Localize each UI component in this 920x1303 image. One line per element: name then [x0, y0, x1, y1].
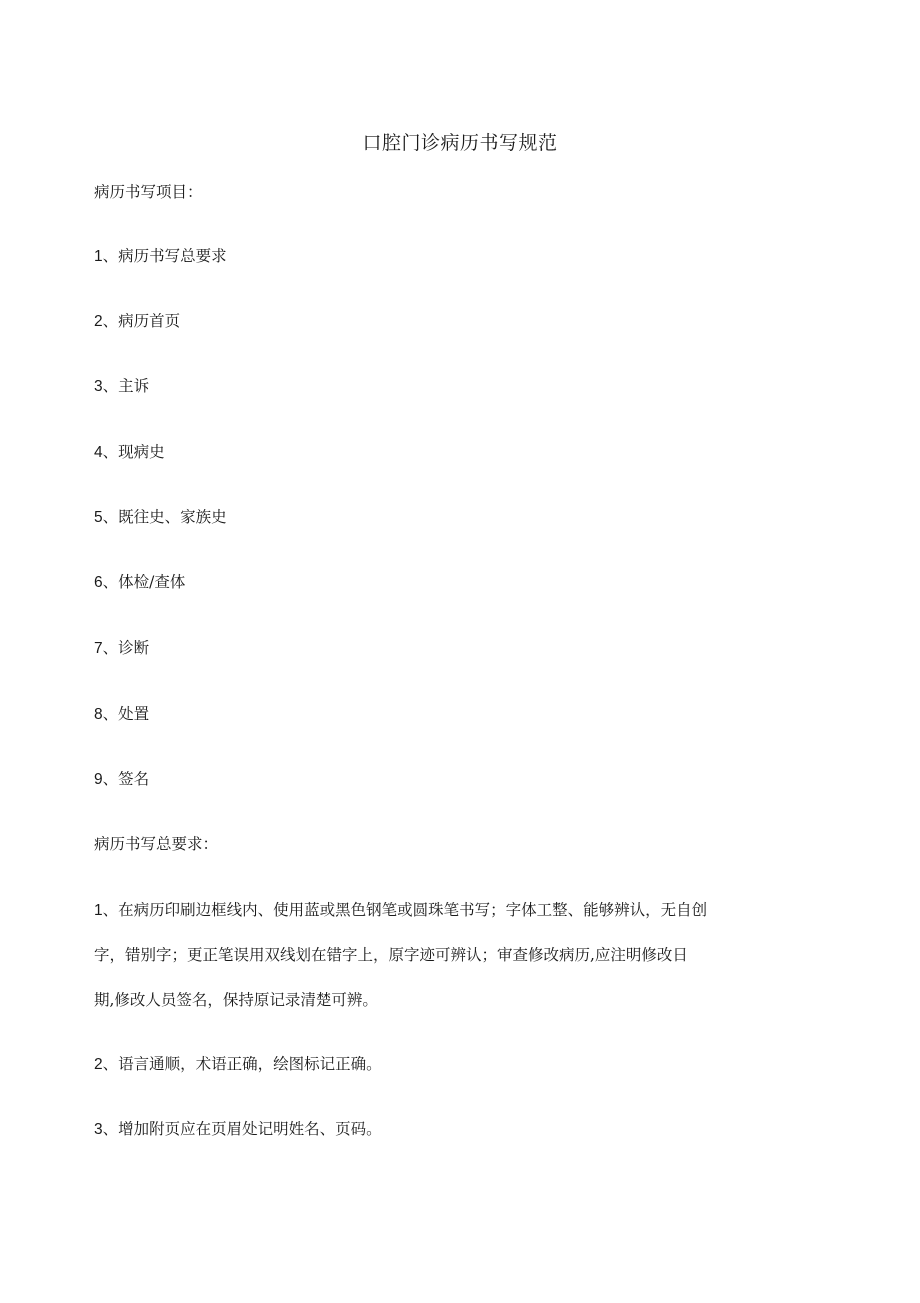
- requirement-text: 、语言通顺，术语正确，绘图标记正确。: [102, 1055, 382, 1073]
- items-heading: 病历书写项目：: [94, 183, 203, 201]
- item-text: 、体检/查体: [102, 573, 186, 591]
- list-item: [94, 244, 227, 266]
- item-number: 8: [94, 706, 103, 723]
- item-number: 1: [94, 248, 103, 265]
- item-text: 、病历首页: [102, 312, 181, 330]
- list-item: [94, 570, 185, 592]
- requirement-number: 1: [94, 902, 103, 919]
- requirement-number: 2: [94, 1056, 103, 1073]
- list-item: [94, 309, 180, 331]
- list-item: [94, 505, 227, 527]
- item-text: 、诊断: [102, 639, 150, 657]
- item-number: 3: [94, 378, 103, 395]
- item-number: 4: [94, 444, 103, 461]
- list-item: [94, 767, 149, 789]
- item-number: 9: [94, 771, 103, 788]
- requirements-heading: 病历书写总要求：: [94, 835, 219, 853]
- requirement-number: 3: [94, 1121, 103, 1138]
- requirement-line: 期,修改人员签名，保持原记录清楚可辨。: [94, 991, 378, 1009]
- requirement-line: [94, 1052, 382, 1074]
- list-item: [94, 440, 165, 462]
- item-text: 、签名: [102, 770, 150, 788]
- item-text: 、处置: [102, 705, 150, 723]
- item-text: 、既往史、家族史: [102, 508, 227, 526]
- list-item: [94, 636, 149, 658]
- item-number: 5: [94, 509, 103, 526]
- item-text: 、主诉: [102, 377, 150, 395]
- document-title: 口腔门诊病历书写规范: [362, 132, 558, 154]
- item-number: 7: [94, 640, 103, 657]
- requirement-line: [94, 1117, 382, 1139]
- list-item: [94, 702, 149, 724]
- item-text: 、病历书写总要求: [102, 247, 227, 265]
- item-text: 、现病史: [102, 443, 165, 461]
- list-item: [94, 374, 149, 396]
- item-number: 6: [94, 574, 103, 591]
- item-number: 2: [94, 313, 103, 330]
- requirement-text: 、增加附页应在页眉处记明姓名、页码。: [102, 1120, 382, 1138]
- requirement-line: [94, 898, 707, 920]
- requirement-text: 、在病历印刷边框线内、使用蓝或黑色钢笔或圆珠笔书写；字体工整、能够辨认，无自创: [102, 901, 708, 919]
- requirement-line: 字，错别字；更正笔误用双线划在错字上，原字迹可辨认；审查修改病历,应注明修改日: [94, 946, 688, 964]
